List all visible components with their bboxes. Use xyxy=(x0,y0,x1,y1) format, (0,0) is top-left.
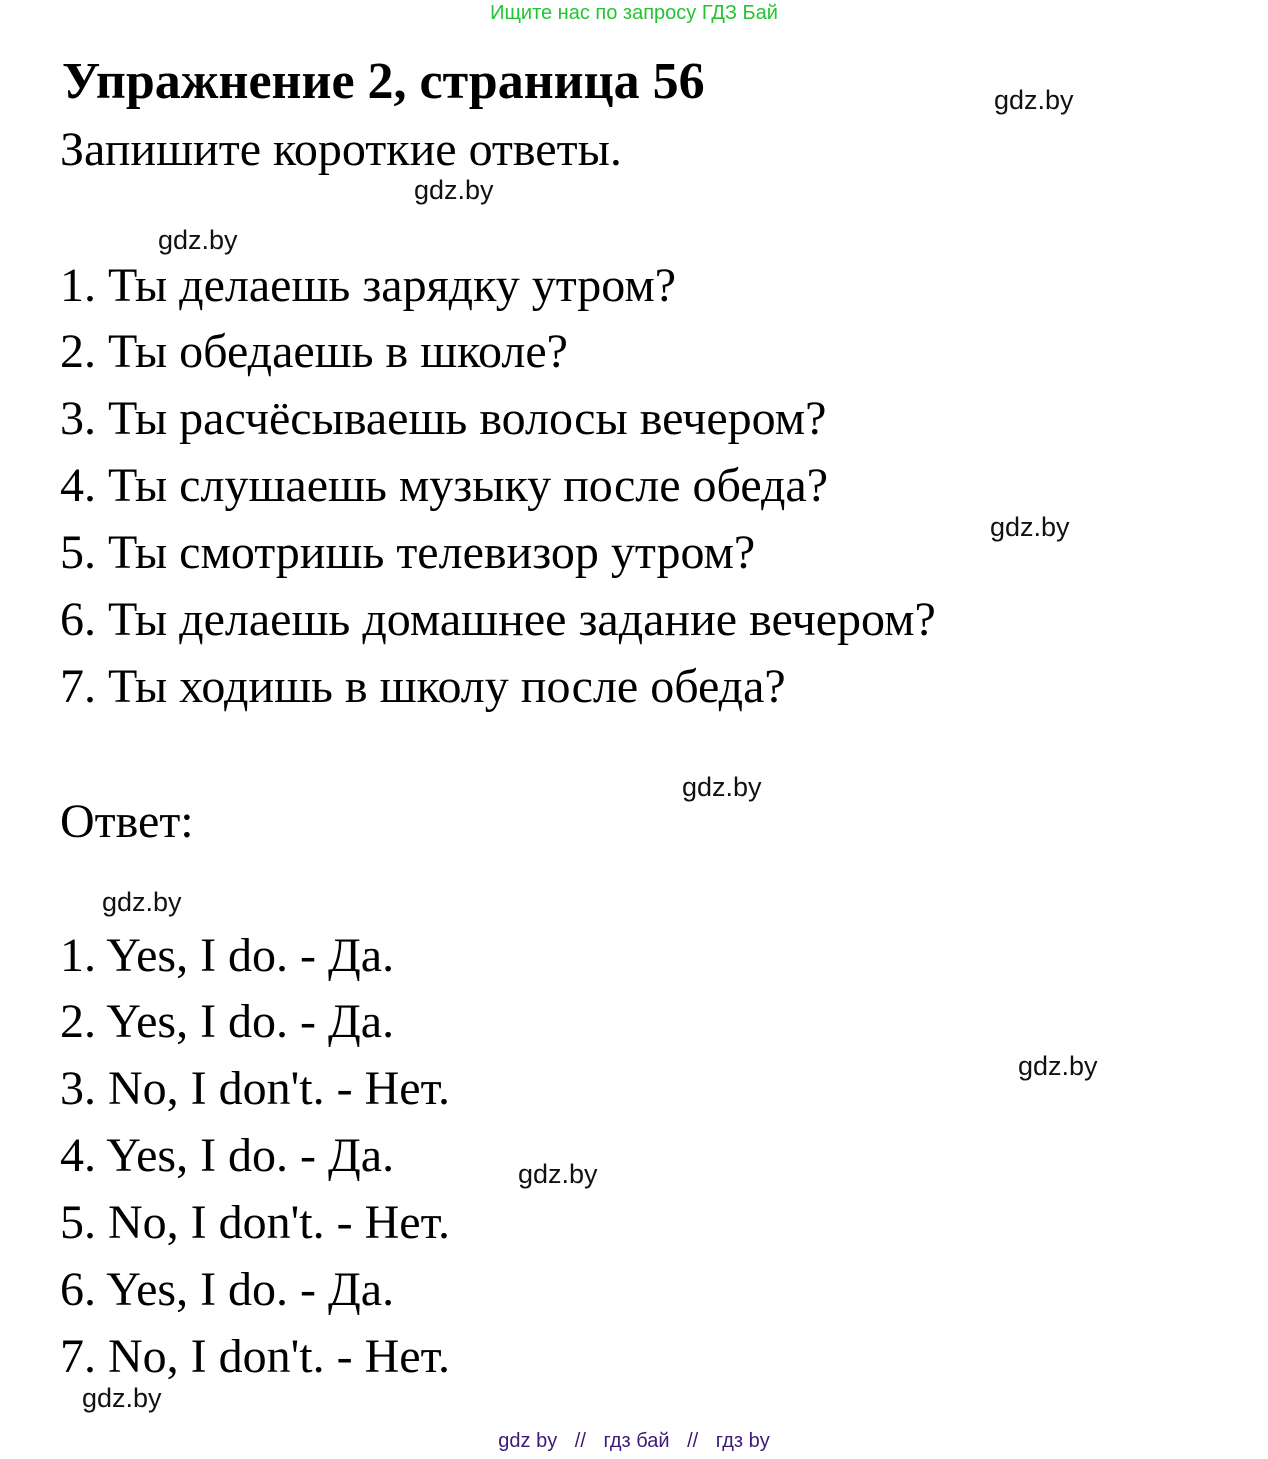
answer-label: Ответ: xyxy=(60,795,194,848)
watermark: gdz.by xyxy=(1018,1051,1098,1081)
watermark: gdz.by xyxy=(102,887,182,917)
answer-item: 4. Yes, I do. - Да. xyxy=(60,1129,395,1182)
question-item: 3. Ты расчёсываешь волосы вечером? xyxy=(60,392,827,445)
watermark: gdz.by xyxy=(158,225,238,255)
watermark: gdz.by xyxy=(994,85,1074,115)
question-item: 5. Ты смотришь телевизор утром? xyxy=(60,526,756,579)
answer-item: 3. No, I don't. - Нет. xyxy=(60,1062,450,1115)
footer-separator: // xyxy=(574,1430,586,1452)
watermark: gdz.by xyxy=(82,1383,162,1413)
task-instruction: Запишите короткие ответы. xyxy=(60,123,622,176)
question-item: 4. Ты слушаешь музыку после обеда? xyxy=(60,459,829,512)
question-item: 1. Ты делаешь зарядку утром? xyxy=(60,259,677,312)
top-banner-link[interactable]: Ищите нас по запросу ГДЗ Бай xyxy=(490,2,778,24)
footer-link-gdz-by[interactable]: gdz by xyxy=(498,1430,558,1452)
answer-item: 7. No, I don't. - Нет. xyxy=(60,1330,450,1383)
answer-item: 6. Yes, I do. - Да. xyxy=(60,1263,395,1316)
footer-link-gdz-bai[interactable]: гдз бай xyxy=(603,1430,670,1452)
watermark: gdz.by xyxy=(682,772,762,802)
footer-separator: // xyxy=(687,1430,699,1452)
footer-links xyxy=(0,1428,1268,1454)
answer-item: 5. No, I don't. - Нет. xyxy=(60,1196,450,1249)
watermark: gdz.by xyxy=(518,1159,598,1189)
question-item: 7. Ты ходишь в школу после обеда? xyxy=(60,660,786,713)
question-item: 6. Ты делаешь домашнее задание вечером? xyxy=(60,593,936,646)
page-title: Упражнение 2, страница 56 xyxy=(62,53,705,110)
footer-link-gdz-by-cyr[interactable]: гдз by xyxy=(715,1430,770,1452)
question-item: 2. Ты обедаешь в школе? xyxy=(60,325,568,378)
answer-item: 2. Yes, I do. - Да. xyxy=(60,995,395,1048)
answer-item: 1. Yes, I do. - Да. xyxy=(60,929,395,982)
watermark: gdz.by xyxy=(414,175,494,205)
watermark: gdz.by xyxy=(990,512,1070,542)
